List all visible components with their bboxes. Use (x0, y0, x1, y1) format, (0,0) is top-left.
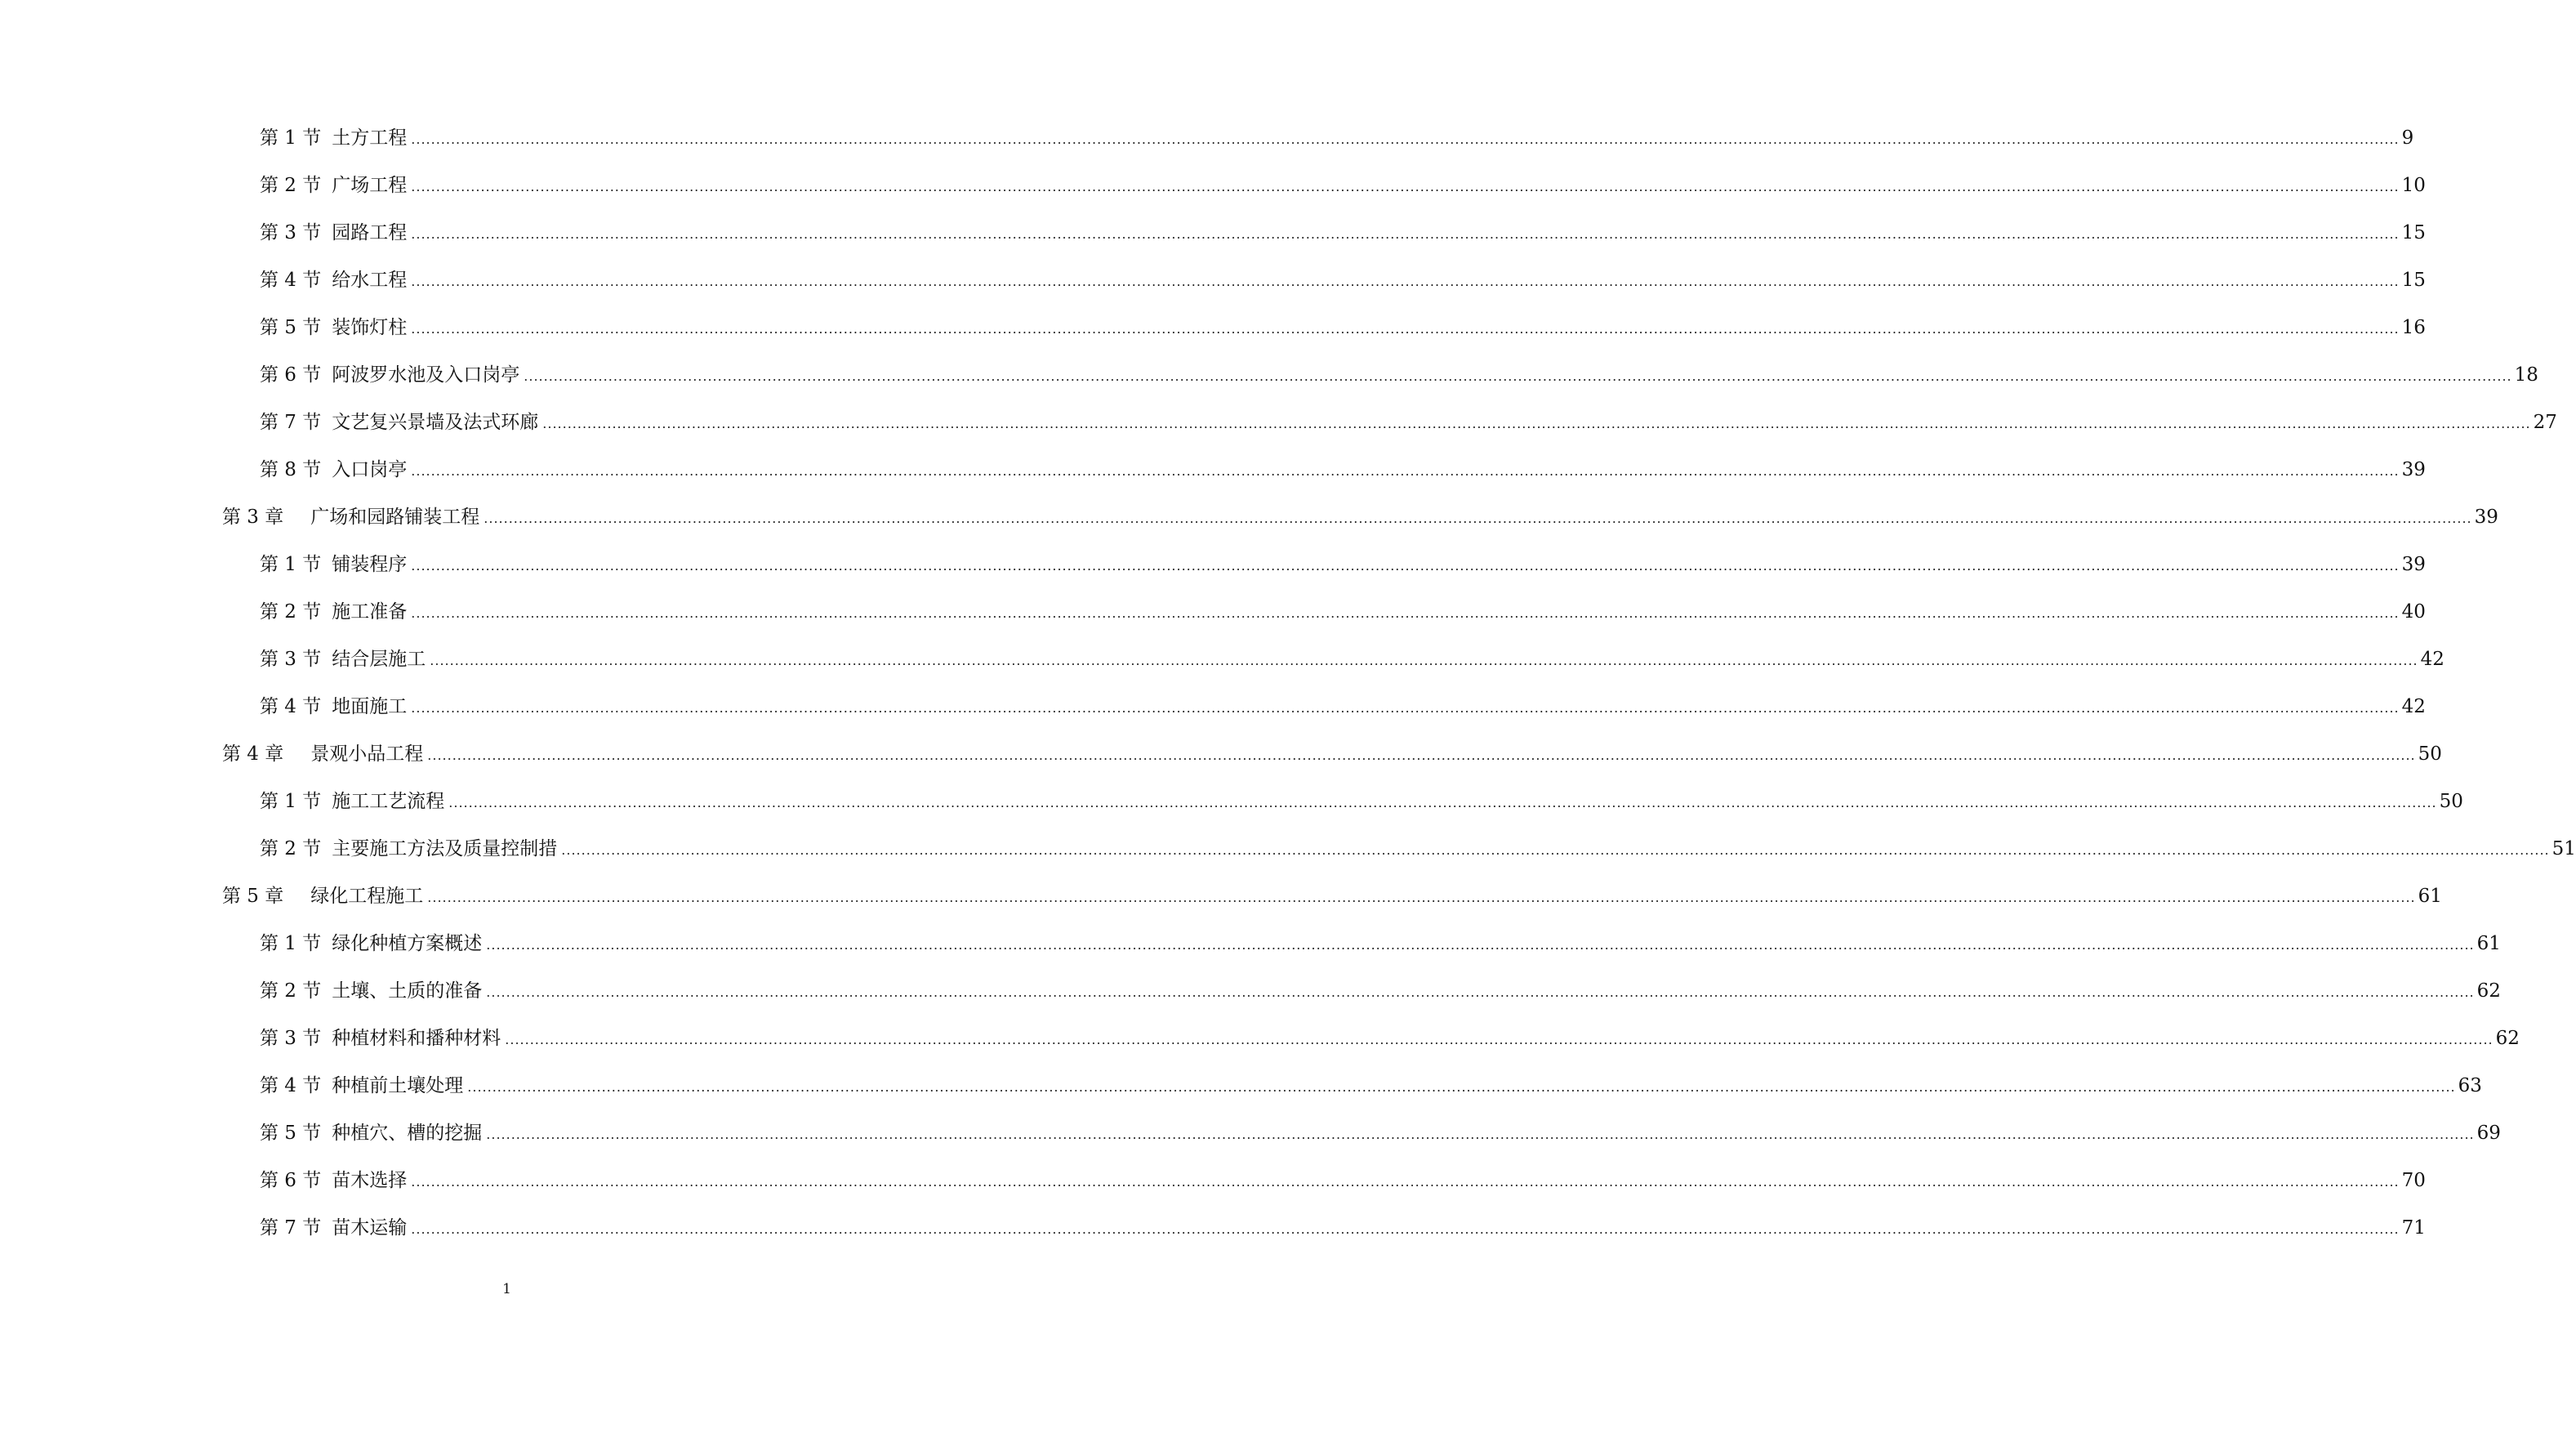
page-number: 1 (502, 1281, 511, 1297)
toc-entry-title: 景观小品工程 (310, 743, 424, 765)
toc-entry-title: 给水工程 (332, 270, 408, 291)
toc-section-entry[interactable] (0, 458, 2426, 505)
toc-entry-title: 结合层施工 (332, 649, 426, 670)
toc-entry-number: 第 7 节 (260, 412, 322, 433)
toc-entry-page: 27 (2533, 412, 2557, 433)
toc-dot-leader: ................................................................................................................................................................................................................................................................................................................................................................................................................ (411, 321, 2400, 337)
toc-chapter-entry[interactable] (0, 742, 2442, 789)
toc-section-entry[interactable] (0, 126, 2414, 173)
toc-entry-title: 地面施工 (332, 696, 408, 717)
toc-dot-leader: ................................................................................................................................................................................................................................................................................................................................................................................................................ (411, 558, 2400, 574)
toc-entry-number: 第 3 节 (260, 1028, 322, 1049)
toc-entry-page: 42 (2401, 696, 2426, 717)
toc-entry-page: 50 (2418, 743, 2442, 765)
toc-dot-leader: ................................................................................................................................................................................................................................................................................................................................................................................................................ (467, 1079, 2456, 1095)
toc-dot-leader: ................................................................................................................................................................................................................................................................................................................................................................................................................ (505, 1032, 2494, 1047)
toc-section-entry[interactable] (0, 1168, 2426, 1216)
toc-entry-number: 第 7 节 (260, 1217, 322, 1239)
toc-section-entry[interactable] (0, 1074, 2482, 1121)
toc-section-entry[interactable] (0, 221, 2426, 268)
toc-dot-leader: ................................................................................................................................................................................................................................................................................................................................................................................................................ (411, 274, 2400, 289)
toc-entry-number: 第 4 节 (260, 1075, 322, 1096)
toc-section-entry[interactable] (0, 315, 2426, 363)
toc-entry-page: 40 (2401, 601, 2426, 623)
toc-dot-leader: ................................................................................................................................................................................................................................................................................................................................................................................................................ (411, 179, 2400, 194)
toc-entry-page: 18 (2514, 364, 2538, 386)
toc-entry-number: 第 6 节 (260, 364, 322, 386)
toc-section-entry[interactable] (0, 789, 2463, 837)
toc-entry-page: 39 (2401, 459, 2426, 480)
toc-dot-leader: ................................................................................................................................................................................................................................................................................................................................................................................................................ (484, 511, 2472, 526)
toc-section-entry[interactable] (0, 363, 2538, 410)
toc-dot-leader: ................................................................................................................................................................................................................................................................................................................................................................................................................ (430, 653, 2418, 668)
toc-dot-leader: ................................................................................................................................................................................................................................................................................................................................................................................................................ (411, 700, 2400, 716)
toc-dot-leader: ................................................................................................................................................................................................................................................................................................................................................................................................................ (427, 890, 2416, 905)
toc-section-entry[interactable] (0, 410, 2557, 458)
toc-dot-leader: ................................................................................................................................................................................................................................................................................................................................................................................................................ (542, 416, 2531, 431)
toc-entry-number: 第 4 节 (260, 270, 322, 291)
toc-entry-number: 第 8 节 (260, 459, 322, 480)
toc-entry-page: 9 (2401, 127, 2414, 149)
toc-dot-leader: ................................................................................................................................................................................................................................................................................................................................................................................................................ (411, 463, 2400, 479)
toc-section-entry[interactable] (0, 694, 2426, 742)
toc-section-entry[interactable] (0, 837, 2576, 884)
toc-entry-title: 土壤、土质的准备 (332, 980, 483, 1002)
toc-section-entry[interactable] (0, 1216, 2426, 1263)
toc-entry-title: 绿化种植方案概述 (332, 933, 483, 954)
toc-section-entry[interactable] (0, 1026, 2520, 1074)
table-of-contents (0, 126, 2576, 1263)
toc-section-entry[interactable] (0, 1121, 2501, 1168)
toc-entry-page: 62 (2476, 980, 2501, 1002)
toc-entry-title: 施工工艺流程 (332, 791, 445, 812)
toc-entry-title: 广场工程 (332, 175, 408, 196)
toc-entry-page: 61 (2476, 933, 2501, 954)
toc-entry-number: 第 3 节 (260, 222, 322, 243)
toc-entry-page: 71 (2401, 1217, 2426, 1239)
toc-entry-number: 第 2 节 (260, 175, 322, 196)
toc-entry-number: 第 5 章 (222, 886, 284, 907)
toc-entry-title: 装饰灯柱 (332, 317, 408, 338)
toc-entry-title: 种植前土壤处理 (332, 1075, 464, 1096)
toc-entry-page: 62 (2495, 1028, 2520, 1049)
toc-entry-title: 种植材料和播种材料 (332, 1028, 501, 1049)
toc-entry-title: 主要施工方法及质量控制措 (332, 838, 558, 859)
toc-entry-number: 第 5 节 (260, 1123, 322, 1144)
toc-entry-number: 第 3 节 (260, 649, 322, 670)
toc-dot-leader: ................................................................................................................................................................................................................................................................................................................................................................................................................ (411, 132, 2400, 147)
toc-entry-title: 绿化工程施工 (310, 886, 424, 907)
toc-entry-page: 16 (2401, 317, 2426, 338)
toc-entry-number: 第 1 节 (260, 933, 322, 954)
toc-chapter-entry[interactable] (0, 505, 2498, 552)
toc-entry-number: 第 2 节 (260, 838, 322, 859)
toc-entry-page: 61 (2418, 886, 2442, 907)
toc-entry-number: 第 5 节 (260, 317, 322, 338)
toc-section-entry[interactable] (0, 979, 2501, 1026)
toc-section-entry[interactable] (0, 647, 2445, 694)
toc-entry-title: 种植穴、槽的挖掘 (332, 1123, 483, 1144)
toc-entry-number: 第 4 节 (260, 696, 322, 717)
toc-chapter-entry[interactable] (0, 884, 2442, 931)
toc-dot-leader: ................................................................................................................................................................................................................................................................................................................................................................................................................ (411, 226, 2400, 242)
toc-entry-title: 园路工程 (332, 222, 408, 243)
toc-entry-page: 51 (2551, 838, 2576, 859)
toc-dot-leader: ................................................................................................................................................................................................................................................................................................................................................................................................................ (411, 1174, 2400, 1190)
toc-section-entry[interactable] (0, 268, 2426, 315)
toc-entry-title: 广场和园路铺装工程 (310, 507, 480, 528)
toc-entry-number: 第 4 章 (222, 743, 284, 765)
toc-entry-title: 入口岗亭 (332, 459, 408, 480)
toc-dot-leader: ................................................................................................................................................................................................................................................................................................................................................................................................................ (411, 605, 2400, 621)
toc-dot-leader: ................................................................................................................................................................................................................................................................................................................................................................................................................ (427, 748, 2416, 763)
toc-entry-title: 苗木选择 (332, 1170, 408, 1191)
toc-entry-title: 阿波罗水池及入口岗亭 (332, 364, 520, 386)
toc-entry-page: 15 (2401, 222, 2426, 243)
toc-dot-leader: ................................................................................................................................................................................................................................................................................................................................................................................................................ (486, 1127, 2475, 1142)
toc-section-entry[interactable] (0, 552, 2426, 600)
toc-entry-number: 第 1 节 (260, 554, 322, 575)
toc-dot-leader: ................................................................................................................................................................................................................................................................................................................................................................................................................ (448, 795, 2437, 810)
toc-section-entry[interactable] (0, 600, 2426, 647)
toc-dot-leader: ................................................................................................................................................................................................................................................................................................................................................................................................................ (486, 937, 2475, 953)
toc-entry-page: 70 (2401, 1170, 2426, 1191)
toc-dot-leader: ................................................................................................................................................................................................................................................................................................................................................................................................................ (411, 1221, 2400, 1237)
toc-entry-title: 文艺复兴景墙及法式环廊 (332, 412, 539, 433)
toc-entry-page: 15 (2401, 270, 2426, 291)
toc-entry-number: 第 2 节 (260, 601, 322, 623)
toc-entry-number: 第 2 节 (260, 980, 322, 1002)
toc-entry-title: 土方工程 (332, 127, 408, 149)
toc-dot-leader: ................................................................................................................................................................................................................................................................................................................................................................................................................ (524, 368, 2512, 384)
toc-entry-title: 铺装程序 (332, 554, 408, 575)
toc-entry-page: 39 (2474, 507, 2498, 528)
toc-entry-number: 第 6 节 (260, 1170, 322, 1191)
toc-entry-page: 42 (2420, 649, 2445, 670)
toc-entry-number: 第 1 节 (260, 127, 322, 149)
toc-entry-page: 63 (2458, 1075, 2482, 1096)
toc-entry-title: 施工准备 (332, 601, 408, 623)
toc-entry-number: 第 1 节 (260, 791, 322, 812)
toc-dot-leader: ................................................................................................................................................................................................................................................................................................................................................................................................................ (486, 984, 2475, 1000)
toc-entry-page: 39 (2401, 554, 2426, 575)
toc-dot-leader: ................................................................................................................................................................................................................................................................................................................................................................................................................ (561, 842, 2550, 858)
toc-entry-number: 第 3 章 (222, 507, 284, 528)
toc-section-entry[interactable] (0, 173, 2426, 221)
toc-entry-page: 69 (2476, 1123, 2501, 1144)
toc-entry-page: 50 (2439, 791, 2463, 812)
toc-section-entry[interactable] (0, 931, 2501, 979)
toc-entry-page: 10 (2401, 175, 2426, 196)
toc-entry-title: 苗木运输 (332, 1217, 408, 1239)
